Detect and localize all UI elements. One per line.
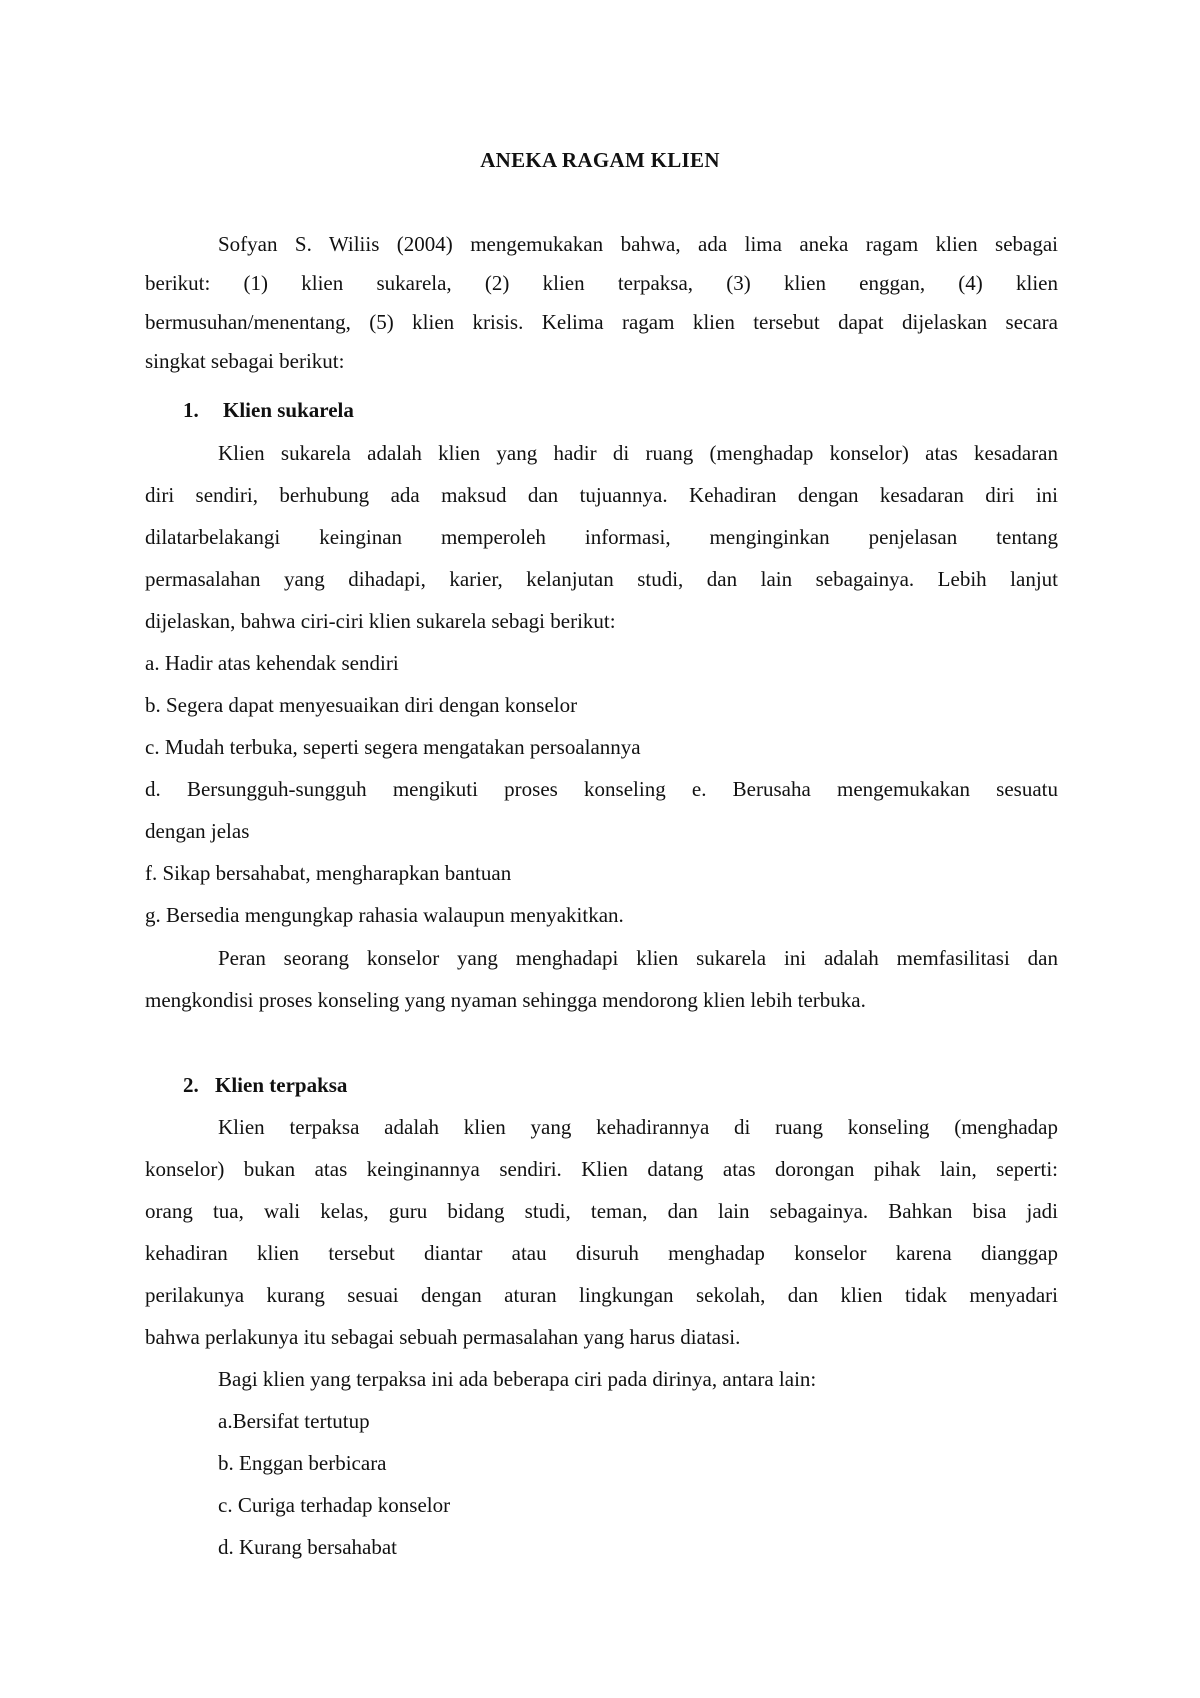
- section-1-heading: [145, 398, 1058, 422]
- section-2-paragraph-line: orang tua, wali kelas, guru bidang studi, teman, dan lain sebagainya. Bahkan bisa jadi: [145, 1199, 1058, 1223]
- section-2-heading: [145, 1073, 1058, 1097]
- section-2-title: Klien terpaksa: [215, 1073, 348, 1097]
- section-2-lead: Bagi klien yang terpaksa ini ada beberapa ciri pada dirinya, antara lain:: [218, 1367, 817, 1391]
- section-2-paragraph-line: konselor) bukan atas keinginannya sendiri. Klien datang atas dorongan pihak lain, seperti:: [145, 1157, 1058, 1181]
- list-item: f. Sikap bersahabat, mengharapkan bantuan: [145, 861, 512, 885]
- section-2-paragraph-line: perilakunya kurang sesuai dengan aturan lingkungan sekolah, dan klien tidak menyadari: [145, 1283, 1058, 1307]
- list-item: a.Bersifat tertutup: [218, 1409, 370, 1433]
- intro-line: berikut: (1) klien sukarela, (2) klien terpaksa, (3) klien enggan, (4) klien: [145, 271, 1058, 295]
- section-1-number: 1.: [183, 398, 199, 422]
- section-1-closing-line: Peran seorang konselor yang menghadapi klien sukarela ini adalah memfasilitasi dan: [218, 946, 1058, 970]
- list-item: d. Kurang bersahabat: [218, 1535, 398, 1559]
- section-2-paragraph-line: kehadiran klien tersebut diantar atau disuruh menghadap konselor karena dianggap: [145, 1241, 1058, 1265]
- intro-line: bermusuhan/menentang, (5) klien krisis. Kelima ragam klien tersebut dapat dijelaskan secara: [145, 310, 1058, 334]
- intro-line: Sofyan S. Wiliis (2004) mengemukakan bahwa, ada lima aneka ragam klien sebagai: [218, 232, 1058, 256]
- section-1-paragraph-line: dijelaskan, bahwa ciri-ciri klien sukarela sebagi berikut:: [145, 609, 616, 633]
- list-item: a. Hadir atas kehendak sendiri: [145, 651, 399, 675]
- list-item: b. Segera dapat menyesuaikan diri dengan konselor: [145, 693, 578, 717]
- section-1-paragraph-line: permasalahan yang dihadapi, karier, kelanjutan studi, dan lain sebagainya. Lebih lanjut: [145, 567, 1058, 591]
- section-1-paragraph-line: Klien sukarela adalah klien yang hadir di ruang (menghadap konselor) atas kesadaran: [218, 441, 1058, 465]
- section-2-paragraph-line: Klien terpaksa adalah klien yang kehadirannya di ruang konseling (menghadap: [218, 1115, 1058, 1139]
- list-item: d. Bersungguh-sungguh mengikuti proses konseling e. Berusaha mengemukakan sesuatu: [145, 777, 1058, 801]
- section-2-number: 2.: [183, 1073, 199, 1097]
- list-item: c. Curiga terhadap konselor: [218, 1493, 451, 1517]
- section-1-paragraph-line: dilatarbelakangi keinginan memperoleh informasi, menginginkan penjelasan tentang: [145, 525, 1058, 549]
- list-item: g. Bersedia mengungkap rahasia walaupun menyakitkan.: [145, 903, 624, 927]
- intro-line: singkat sebagai berikut:: [145, 349, 345, 373]
- section-2-paragraph-line: bahwa perlakunya itu sebagai sebuah permasalahan yang harus diatasi.: [145, 1325, 741, 1349]
- section-1-title: Klien sukarela: [223, 398, 354, 422]
- page-title: ANEKA RAGAM KLIEN: [480, 148, 720, 172]
- section-1-paragraph-line: diri sendiri, berhubung ada maksud dan tujuannya. Kehadiran dengan kesadaran diri ini: [145, 483, 1058, 507]
- section-1-closing-line: mengkondisi proses konseling yang nyaman sehingga mendorong klien lebih terbuka.: [145, 988, 866, 1012]
- list-item: c. Mudah terbuka, seperti segera mengatakan persoalannya: [145, 735, 641, 759]
- list-item: b. Enggan berbicara: [218, 1451, 387, 1475]
- list-item: dengan jelas: [145, 819, 250, 843]
